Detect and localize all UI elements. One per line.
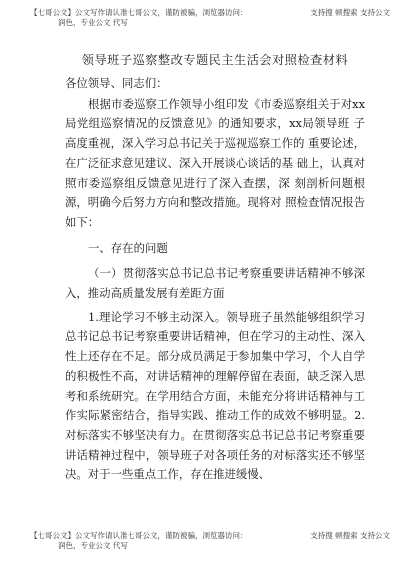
page-footer <box>30 531 390 551</box>
page-header <box>30 8 390 28</box>
footer-line2-text: 润色，专业公文 代写 <box>58 541 128 550</box>
footer-right-text: 支持搜 顿搜索 支持公文 <box>310 531 390 540</box>
header-line2-text: 润色，专业公文 代写 <box>58 18 128 27</box>
footer-left-text: 【七哥公文】公文写作请认准七哥公文，谨防被骗，浏览器访问： <box>30 531 248 540</box>
intro-paragraph: 根据市委巡察工作领导小组印发《市委巡察组关于对xx局党组巡察情况的反馈意见》的通知要求，xx局领导班 子高度重视，深入学习总书记关于巡视巡察工作的 重要论述，在广泛征求意见建议、深入开展谈心谈话的基 础上，认真对照市委巡察组反馈意见进行了深入查摆，深 刻剖析问题根源，明确今后努力方向和整改措施。现将对 照检查情况报告如下： <box>65 96 365 229</box>
document-title: 领导班子巡察整改专题民主生活会对照检查材料 <box>81 53 349 67</box>
point-paragraph-1: 1.理论学习不够主动深入。领导班子虽然能够组织学习总书记总书记考察重要讲话精神，但在学习的主动性、深入性上还存在不足。部分成员满足于参加集中学习，个人自学的积极性不高，对讲话精神的理解停留在表面，缺乏深入思考和系统研究。在学用结合方面，未能充分将讲话精神与工作实际紧密结合，指导实践、推动工作的成效不够明显。2.对标落实不够坚决有力。在贯彻落实总书记总书记考察重要讲话精神过程中，领导班子对各项任务的对标落实还不够坚决。对于一些重点工作，存在推进缓慢、 <box>65 309 365 482</box>
header-right-text: 支持搜 顿搜索 支持公文 <box>310 8 390 17</box>
section-heading-1: 一、存在的问题 <box>88 240 168 255</box>
subsection-heading-1: （一）贯彻落实总书记总书记考察重要讲话精神不够深入，推动高质量发展有差距方面 <box>65 266 365 301</box>
header-left-text: 【七哥公文】公文写作请认准七哥公文，谨防被骗，浏览器访问： <box>30 8 248 17</box>
document-body <box>65 52 365 485</box>
salutation: 各位领导、同志们： <box>65 76 168 90</box>
